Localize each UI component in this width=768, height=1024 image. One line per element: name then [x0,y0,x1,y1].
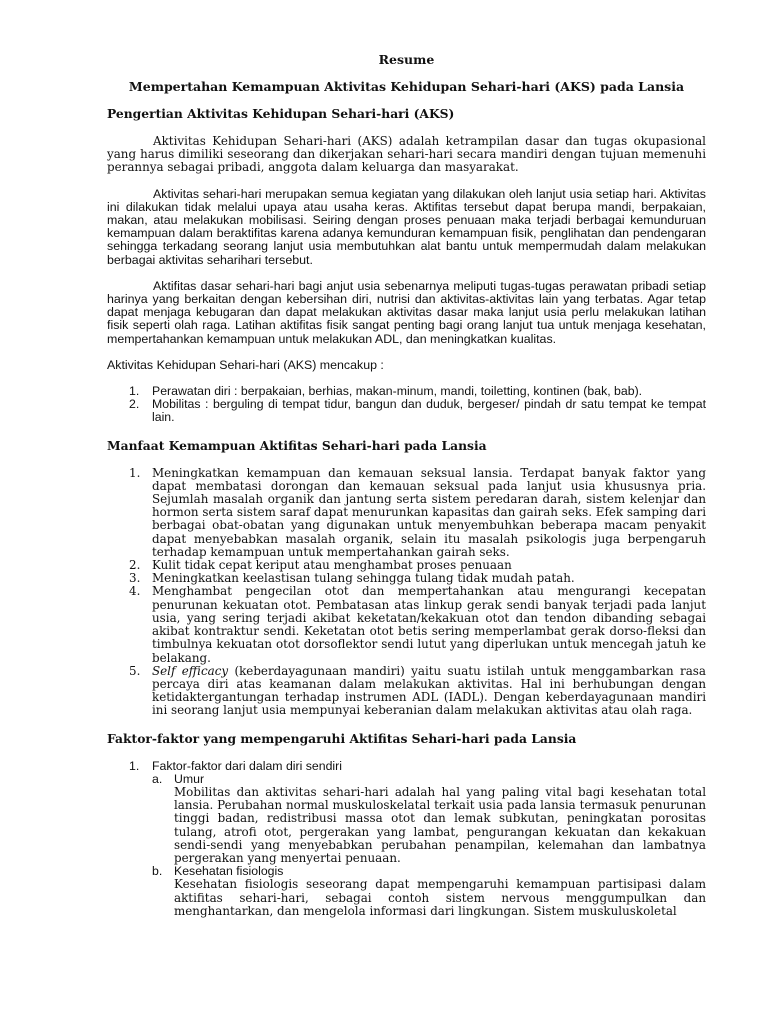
aks-list [107,385,706,425]
section-heading-faktor: Faktor-faktor yang mempengaruhi Aktifitas Sehari-hari pada Lansia [107,730,577,746]
document-subtitle: Mempertahan Kemampuan Aktivitas Kehidupan Sehari-hari (AKS) pada Lansia [128,79,685,94]
list-item: 1. Perawatan diri : berpakaian, berhias, makan-minum, mandi, toiletting, kontinen (bak, bab). [129,384,643,399]
list-item: 2. Mobilitas : berguling di tempat tidur, bangun dan duduk, bergeser/ pindah dr satu tempat ke tempat lain. [129,397,706,425]
italic-term: Self efficacy [152,663,229,678]
sublist-description: Kesehatan fisiologis seseorang dapat mempengaruhi kemampuan partisipasi dalam aktifitas sehari-hari, sebagai contoh sistem nervous menggumpulkan dan menghantarkan, dan mengelola informasi dari lingkungan. Sistem muskuluskoletal [174,877,706,918]
paragraph: Aktivitas sehari-hari merupakan semua kegiatan yang dilakukan oleh lanjut usia setiap hari. Aktivitas ini dilakukan tidak melalui upaya atau usaha keras. Aktifitas tersebut dapat berupa mandi, berpakaian, makan, atau melakukan mobilisasi. Seiring dengan proses penuaan maka terjadi berbagai kemunduruan kemampuan dalam beraktifitas karena adanya kemunduran kemampuan fisik, penglihatan dan pendengaran sehingga terkadang seorang lanjut usia membutuhkan alat bantu untuk mempermudah dalam melakukan berbagai aktivitas seharihari tersebut. [107,186,706,267]
document-title: Resume [378,52,435,67]
sublist-item: b. Kesehatan fisiologis [152,864,284,879]
list-item: 2. Kulit tidak cepat keriput atau menghambat proses penuaan [129,558,512,573]
manfaat-list [107,467,706,718]
list-item: 1. Faktor-faktor dari dalam diri sendiri [129,758,342,773]
list-intro: Aktivitas Kehidupan Sehari-hari (AKS) mencakup : [107,357,384,372]
list-item: 1. Meningkatkan kemampuan dan kemauan seksual lansia. Terdapat banyak faktor yang dapat membatasi dorongan dan kemauan seksual pada lanjut usia khususnya pria. Sejumlah masalah organik dan jantung serta sistem peredaran darah, sistem kelenjar dan hormon serta sistem saraf dapat menurunkan kapasitas dan gairah seks. Efek samping dari berbagai obat-obatan yang digunakan untuk menyembuhkan beberapa macam penyakit dapat menyebabkan masalah organik, selain itu masalah psikologis juga berpengaruh terhadap kemampuan untuk mempertahankan gairah seks. [129,465,706,559]
sublist-description: Mobilitas dan aktivitas sehari-hari adalah hal yang paling vital bagi kesehatan total lansia. Perubahan normal muskuloskelatal terkait usia pada lansia termasuk penurunan tinggi badan, redistribusi massa otot dan lemak subkutan, peningkatan porositas tulang, atrofi otot, pergerakan yang lambat, pengurangan kekuatan dan kekakuan sendi-sendi yang menyebabkan perubahan penampilan, kelemahan dan lambatnya pergerakan yang menyertai penuaan. [174,784,706,865]
paragraph: Aktivitas Kehidupan Sehari-hari (AKS) adalah ketrampilan dasar dan tugas okupasional yang harus dimiliki seseorang dan dikerjakan sehari-hari secara mandiri dengan tujuan memenuhi perannya sebagai pribadi, anggota dalam keluarga dan masyarakat. [107,134,706,175]
list-item: 5. Self efficacy (keberdayagunaan mandiri) yaitu suatu istilah untuk menggambarkan rasa percaya diri atas keamanan dalam melakukan aktivitas. Hal ini berhubungan dengan ketidaktergantungan terhadap instrumen ADL (IADL). Dengan keberdayagunaan mandiri ini seorang lanjut usia mempunyai keberanian dalam melakukan aktivitas atau olah raga. [129,663,706,718]
section-heading-pengertian: Pengertian Aktivitas Kehidupan Sehari-hari (AKS) [107,106,455,121]
list-item: 4. Menghambat pengecilan otot dan mempertahankan atau mengurangi kecepatan penurunan kekuatan otot. Pembatasan atas linkup gerak sendi banyak terjadi pada lanjut usia, yang sering terjadi akibat keketatan/kekakuan otot dan tendon dibanding sebagai akibat kontraktur sendi. Keketatan otot betis sering memperlambat gerak dorso-fleksi dan timbulnya kekuatan otot dorsoflektor sendi lutut yang diperlukan untuk mencegah jatuh ke belakang. [129,584,706,665]
faktor-sublist [107,773,706,786]
faktor-sublist [107,865,706,878]
sublist-item: a. Umur [152,771,205,786]
list-item: 3. Meningkatkan keelastisan tulang sehingga tulang tidak mudah patah. [129,571,575,586]
paragraph: Aktifitas dasar sehari-hari bagi anjut usia sebenarnya meliputi tugas-tugas perawatan pribadi setiap harinya yang berkaitan dengan kebersihan diri, nutrisi dan aktivitas-aktivitas lain yang terbatas. Agar tetap dapat menjaga kebugaran dan dapat melakukan aktivitas dasar maka lanjut usia perlu melakukan latihan fisik seperti olah raga. Latihan aktifitas fisik sangat penting bagi orang lanjut tua untuk menjaga kesehatan, mempertahankan kemampuan untuk melakukan ADL, dan meningkatkan kualitas. [107,278,706,346]
section-heading-manfaat: Manfaat Kemampuan Aktifitas Sehari-hari pada Lansia [107,437,487,453]
